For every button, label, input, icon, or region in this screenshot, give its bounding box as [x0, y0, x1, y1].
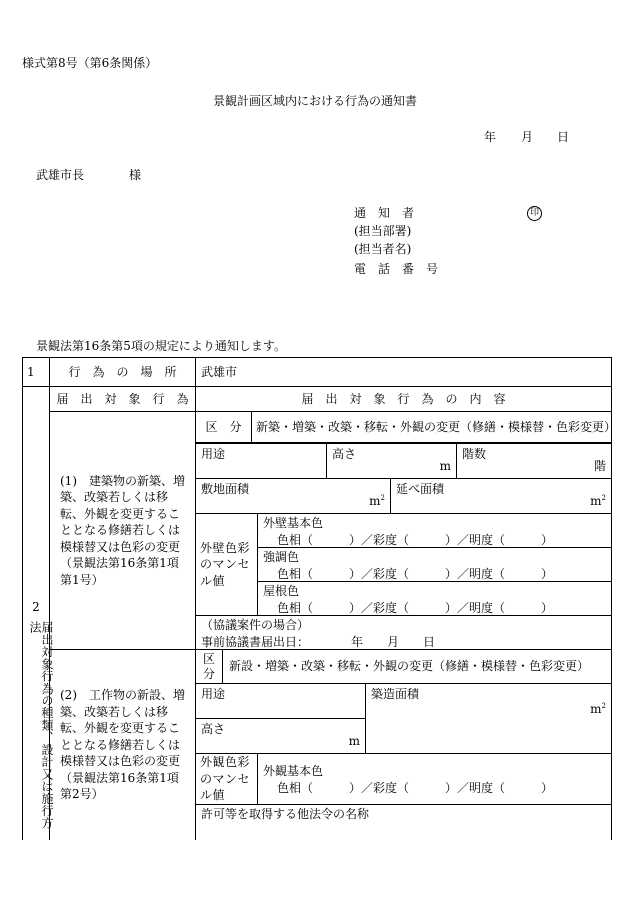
prior-consultation-date: 事前協議書届出日： 年 月 日 [201, 634, 436, 649]
wall-base-color-row[interactable] [257, 513, 612, 548]
type-column-header: 届 出 対 象 行 為 [49, 386, 196, 412]
form-number: 様式第8号（第6条関係） [22, 56, 158, 70]
building-use-field[interactable] [195, 443, 327, 479]
section2-vertical-label: 届出対象行為の種類、設計又は施行方法 [28, 621, 54, 830]
building-use-label: 用途 [201, 447, 226, 461]
notifier-phone: 電 話 番 号 [354, 262, 439, 276]
structure-description: (2) 工作物の新設、増築、改築若しくは移転、外観を変更することとなる修繕若しくは模様替又は色彩の変更（景観法第16条第1項第2号） [49, 649, 196, 840]
structure-use-field[interactable] [195, 683, 366, 719]
building-description: (1) 建築物の新築、増築、改築若しくは移転、外観を変更することとなる修繕若しくは模様替又は色彩の変更（景観法第16条第1項第1号） [49, 411, 196, 650]
floor-area-label: 延べ面積 [396, 482, 445, 496]
wall-munsell-label: 外壁色彩のマンセル値 [195, 513, 258, 616]
notifier-person: (担当者名) [354, 242, 412, 256]
content-column-header: 届 出 対 象 行 為 の 内 容 [195, 386, 612, 412]
notifier-label: 通 知 者 [354, 206, 415, 220]
structure-kubun-label: 区分 [195, 649, 223, 684]
prior-consultation-note: （協議案件の場合） [201, 618, 310, 632]
structure-kubun-options[interactable]: 新設・増築・改築・移転・外観の変更（修繕・模様替・色彩変更） [222, 649, 612, 684]
exterior-base-color-row[interactable] [257, 753, 612, 805]
intro-text: 景観法第16条第5項の規定により通知します。 [36, 339, 286, 353]
structure-height-unit: m [348, 734, 360, 749]
roof-color-values: 色相（ ）／彩度（ ）／明度（ ） [277, 600, 554, 615]
accent-color-values: 色相（ ）／彩度（ ）／明度（ ） [277, 566, 554, 581]
prior-consultation-row[interactable] [195, 615, 612, 650]
structure-height-label: 高さ [201, 722, 226, 736]
building-height-field[interactable] [326, 443, 457, 479]
other-laws-permit-label: 許可等を取得する他法令の名称 [201, 807, 370, 821]
row1-label: 行 為 の 場 所 [49, 357, 196, 387]
roof-color-label: 屋根色 [263, 584, 300, 598]
date-month-label: 月 [521, 130, 534, 144]
building-floors-unit: 階 [593, 459, 606, 474]
accent-color-row[interactable] [257, 547, 612, 582]
seal-mark [527, 204, 542, 221]
other-laws-permit-field[interactable] [195, 804, 612, 840]
wall-base-color-label: 外壁基本色 [263, 516, 324, 530]
site-area-label: 敷地面積 [201, 482, 250, 496]
construction-area-field[interactable] [365, 683, 612, 754]
construction-area-unit: $m^2$ [590, 702, 606, 716]
seal-icon: 印 [527, 206, 542, 221]
exterior-munsell-label: 外観色彩のマンセル値 [195, 753, 258, 805]
date-day-label: 日 [557, 130, 570, 144]
addressee-honorific: 様 [129, 168, 142, 182]
section2-label-column [22, 386, 54, 840]
building-kubun-label: 区 分 [195, 411, 252, 443]
wall-base-color-values: 色相（ ）／彩度（ ）／明度（ ） [277, 532, 554, 547]
place-field[interactable]: 武雄市 [195, 357, 612, 387]
form-title: 景観計画区域内における行為の通知書 [212, 94, 417, 108]
date-year-label: 年 [484, 130, 497, 144]
building-kubun-options[interactable]: 新築・増築・改築・移転・外観の変更（修繕・模様替・色彩変更） [251, 411, 612, 443]
building-height-label: 高さ [332, 447, 357, 461]
building-height-unit: m [439, 459, 451, 474]
floor-area-unit: $m^2$ [590, 494, 606, 509]
accent-color-label: 強調色 [263, 550, 300, 564]
row1-number: 1 [22, 357, 50, 387]
exterior-base-color-values: 色相（ ）／彩度（ ）／明度（ ） [277, 780, 554, 795]
floor-area-field[interactable] [390, 478, 612, 514]
structure-use-label: 用途 [201, 687, 226, 701]
building-floors-field[interactable] [456, 443, 612, 479]
construction-area-label: 築造面積 [371, 687, 420, 701]
structure-height-field[interactable] [195, 718, 366, 754]
exterior-base-color-label: 外観基本色 [263, 764, 324, 778]
notifier-department: (担当部署) [354, 224, 412, 238]
section2-number: 2 [32, 600, 40, 614]
site-area-unit: $m^2$ [369, 494, 385, 509]
site-area-field[interactable] [195, 478, 391, 514]
addressee-name: 武雄市長 [36, 168, 85, 182]
building-floors-label: 階数 [462, 447, 487, 461]
roof-color-row[interactable] [257, 581, 612, 616]
